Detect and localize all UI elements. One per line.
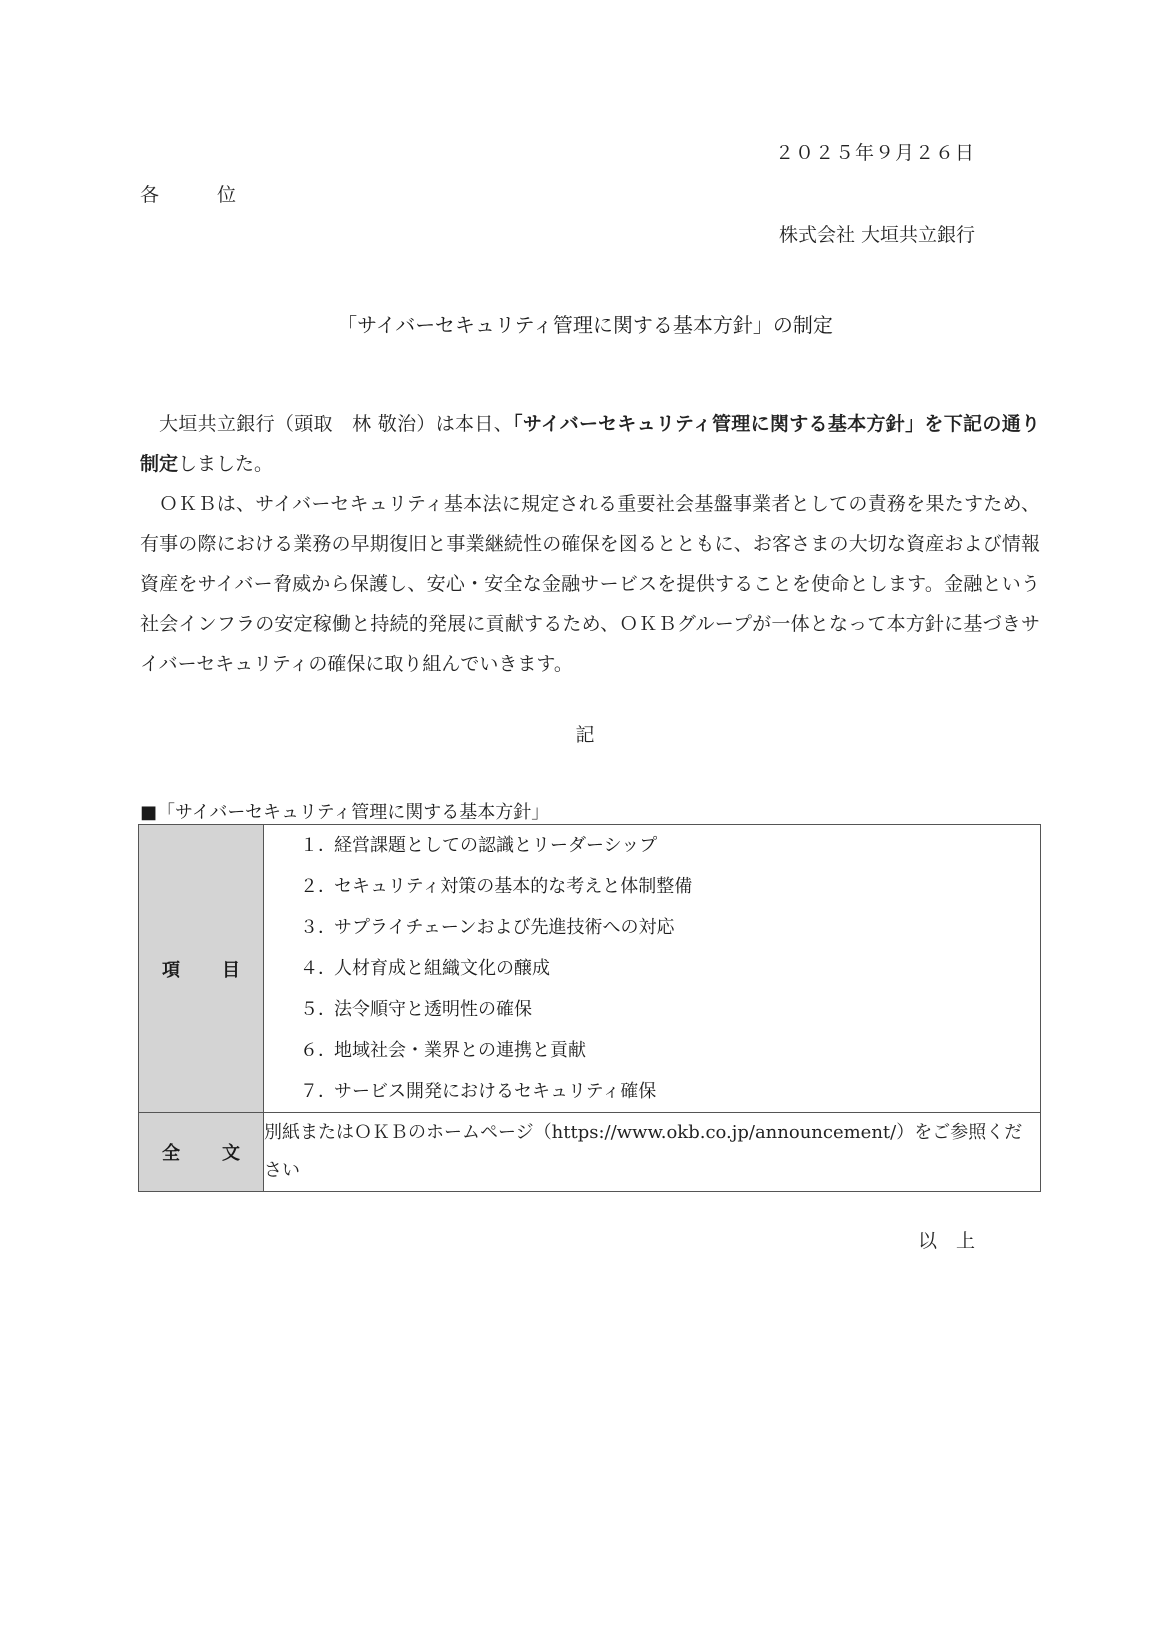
list-item	[264, 866, 1040, 907]
item-text: サプライチェーンおよび先進技術への対応	[334, 917, 675, 938]
list-item	[264, 907, 1040, 948]
list-item	[264, 989, 1040, 1030]
fulltext-label-char-2: 文	[222, 1143, 240, 1164]
item-text: 経営課題としての認識とリーダーシップ	[334, 835, 658, 856]
fulltext-reference: 別紙またはＯＫＢのホームページ（https://www.okb.co.jp/announcement/）をご参照ください	[264, 1113, 1041, 1192]
paragraph-1-bold: 「サイバーセキュリティ管理に関する基本方針」を下記の通り制定	[140, 413, 1041, 475]
list-item	[264, 825, 1040, 866]
table-row-fulltext	[139, 1113, 1041, 1192]
paragraph-1	[140, 404, 1040, 484]
items-list	[264, 825, 1041, 1113]
addressee-char-2: 位	[217, 184, 237, 206]
item-text: セキュリティ対策の基本的な考えと体制整備	[334, 876, 693, 897]
items-label-char-1: 項	[162, 959, 180, 981]
item-text: 法令順守と透明性の確保	[334, 999, 532, 1020]
item-number: ６．	[300, 1040, 336, 1061]
item-number: ３．	[300, 917, 336, 938]
document-date: ２０２５年９月２６日	[774, 142, 975, 164]
item-number: １．	[300, 835, 336, 856]
paragraph-1-suffix: しました。	[178, 453, 274, 475]
item-text: 人材育成と組織文化の醸成	[334, 958, 550, 979]
list-item	[264, 948, 1040, 989]
list-item	[264, 1071, 1040, 1112]
closing-mark: 以 上	[917, 1230, 975, 1252]
policy-table	[138, 824, 1041, 1192]
item-text: サービス開発におけるセキュリティ確保	[334, 1081, 657, 1102]
document-title: 「サイバーセキュリティ管理に関する基本方針」の制定	[337, 313, 833, 337]
item-number: ２．	[300, 876, 336, 897]
item-number: ７．	[300, 1081, 336, 1102]
paragraph-2: ＯＫＢは、サイバーセキュリティ基本法に規定される重要社会基盤事業者としての責務を果たすため、有事の際における業務の早期復旧と事業継続性の確保を図るとともに、お客さまの大切な資産および情報資産をサイバー脅威から保護し、安心・安全な金融サービスを提供することを使命とします。金融という社会インフラの安定稼働と持続的発展に貢献するため、ＯＫＢグループが一体となって本方針に基づきサイバーセキュリティの確保に取り組んでいきます。	[140, 493, 1040, 675]
item-number: ４．	[300, 958, 336, 979]
items-label-char-2: 目	[222, 959, 240, 981]
paragraph-1-prefix: 大垣共立銀行（頭取 林 敬治）は本日、	[159, 413, 514, 435]
addressee-char-1: 各	[140, 184, 160, 206]
table-row-items	[139, 825, 1041, 1113]
fulltext-label-char-1: 全	[162, 1143, 180, 1164]
ki-marker: 記	[575, 724, 595, 746]
items-label	[139, 825, 264, 1113]
table-heading: ■「サイバーセキュリティ管理に関する基本方針」	[140, 802, 550, 823]
fulltext-label	[139, 1113, 264, 1192]
item-number: ５．	[300, 999, 336, 1020]
issuer-name: 株式会社 大垣共立銀行	[778, 224, 975, 246]
list-item	[264, 1030, 1040, 1071]
body-text	[140, 404, 1040, 684]
addressee	[140, 180, 236, 207]
item-text: 地域社会・業界との連携と貢献	[334, 1040, 586, 1061]
